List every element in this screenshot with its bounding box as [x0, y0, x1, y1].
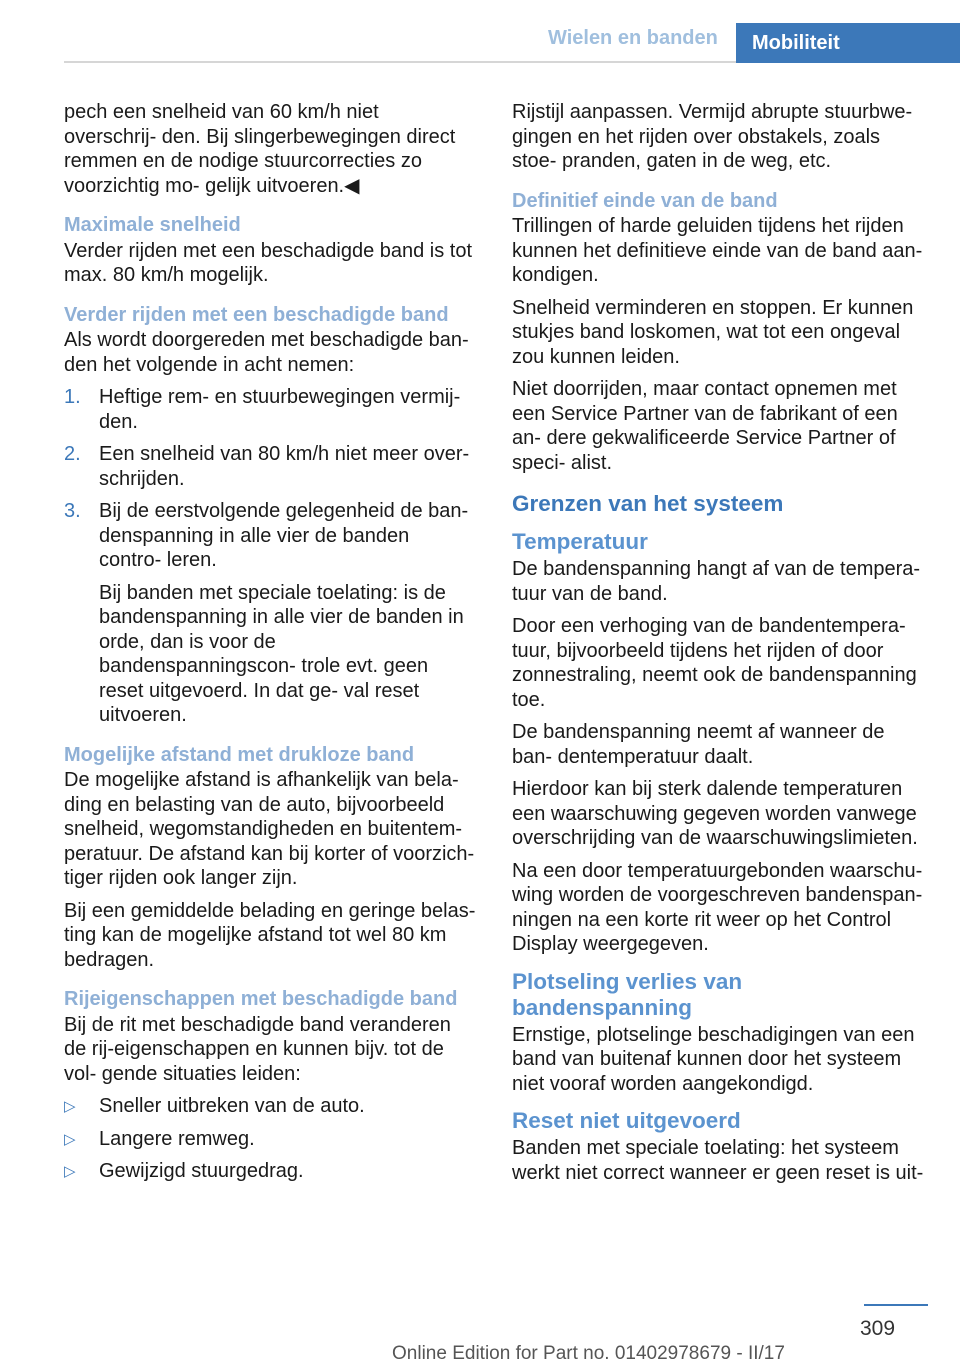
list-item — [64, 1094, 476, 1119]
step-number: 1. — [64, 386, 81, 408]
paragraph: Snelheid verminderen en stoppen. Er kunnen stukjes band loskomen, wat tot een ongeval zou kunnen leiden. — [512, 296, 914, 368]
bullet-text: Gewijzigd stuurgedrag. — [99, 1160, 304, 1182]
list-item — [64, 1127, 476, 1152]
step-text: Bij de eerstvolgende gelegenheid de ban‐ denspanning in alle vier de banden contro‐ leren. — [99, 500, 469, 571]
heading-sudden-pressure-loss: Plotseling verlies van bandenspanning — [512, 968, 743, 1020]
paragraph: Bij een gemiddelde belading en geringe belas‐ ting kan de mogelijke afstand tot wel 80 km bedragen. — [64, 899, 476, 971]
page-header — [0, 0, 960, 62]
paragraph: Rijstijl aanpassen. Vermijd abrupte stuurbwe‐ gingen en het rijden over obstakels, zoals stoe‐ pranden, gaten in de weg, etc. — [512, 101, 913, 172]
bullet-list — [64, 1094, 476, 1184]
paragraph: Door een verhoging van de bandentempera‐ tuur, bijvoorbeeld tijdens het rijden of door zonnestraling, neemt ook de bandenspanning toe. — [512, 615, 917, 711]
step-extra-text: Bij banden met speciale toelating: is de bandenspanning in alle vier de banden in orde, dan is voor de bandenspanningscon‐ trole evt. geen reset uitgevoerd. In dat ge‐ val reset uitvoeren. — [99, 581, 464, 726]
paragraph: Trillingen of harde geluiden tijdens het rijden kunnen het definitieve einde van de band aan‐ kondigen. — [512, 215, 923, 286]
step-text: Een snelheid van 80 km/h niet meer over‐ schrijden. — [99, 443, 470, 490]
triangle-bullet-icon: ▷ — [64, 1163, 76, 1180]
paragraph: Als wordt doorgereden met beschadigde ban‐ den het volgende in acht nemen: — [64, 329, 469, 376]
numbered-steps — [64, 385, 476, 728]
step-text: Heftige rem- en stuurbewegingen vermij‐ den. — [99, 386, 461, 433]
list-item — [64, 499, 476, 728]
subheading-driving-properties: Rijeigenschappen met beschadigde band — [64, 988, 458, 1010]
list-item — [64, 1159, 476, 1184]
heading-temperature: Temperatuur — [512, 529, 648, 554]
triangle-bullet-icon: ▷ — [64, 1098, 76, 1115]
bullet-text: Langere remweg. — [99, 1127, 255, 1150]
step-number: 3. — [64, 500, 81, 522]
bullet-text: Sneller uitbreken van de auto. — [99, 1095, 365, 1117]
subheading-tire-end: Definitief einde van de band — [512, 189, 778, 212]
header-chapter-tab: Mobiliteit — [736, 23, 960, 63]
edition-footer: Online Edition for Part no. 01402978679 - II/17 — [392, 1343, 785, 1364]
list-item — [64, 385, 476, 434]
paragraph: Verder rijden met een beschadigde band is tot max. 80 km/h mogelijk. — [64, 239, 473, 286]
paragraph: De bandenspanning hangt af van de tempera‐ tuur van de band. — [512, 558, 921, 605]
page-number: 309 — [860, 1317, 896, 1340]
subheading-max-speed: Maximale snelheid — [64, 214, 241, 236]
paragraph: De bandenspanning neemt af wanneer de ban‐ dentemperatuur daalt. — [512, 721, 885, 768]
paragraph: Banden met speciale toelating: het systeem werkt niet correct wanneer er geen reset is uit‐ — [512, 1137, 924, 1184]
step-number: 2. — [64, 443, 81, 465]
paragraph: pech een snelheid van 60 km/h niet overschrij‐ den. Bij slingerbewegingen direct remmen en de nodige stuurcorrecties zo voorzichtig mo‐ gelijk uitvoeren.◀ — [64, 101, 456, 197]
paragraph: Na een door temperatuurgebonden waarschu‐ wing worden de voorgeschreven bandenspan‐ ningen na een korte rit weer op het Control Display weergegeven. — [512, 859, 923, 955]
list-item — [64, 442, 476, 491]
header-rule — [64, 61, 736, 63]
heading-reset-not-performed: Reset niet uitgevoerd — [512, 1108, 741, 1133]
subheading-continue-driving: Verder rijden met een beschadigde band — [64, 303, 449, 326]
paragraph: Niet doorrijden, maar contact opnemen met een Service Partner van de fabrikant of een an‐ dere gekwalificeerde Service Partner of speci‐ alist. — [512, 378, 898, 474]
paragraph: Bij de rit met beschadigde band veranderen de rij-eigenschappen en kunnen bijv. tot de vol‐ gende situaties leiden: — [64, 1013, 451, 1085]
triangle-bullet-icon: ▷ — [64, 1130, 76, 1148]
left-column — [64, 100, 476, 1192]
subheading-range-flat-tire: Mogelijke afstand met drukloze band — [64, 743, 415, 766]
paragraph: Ernstige, plotselinge beschadigingen van een band van buitenaf kunnen door het systeem niet vooraf worden aangekondigd. — [512, 1023, 915, 1095]
footer-rule — [864, 1304, 928, 1306]
paragraph: De mogelijke afstand is afhankelijk van bela‐ ding en belasting van de auto, bijvoorbeeld snelheid, wegomstandigheden en buitentem‐ peratuur. De afstand kan bij korter of voorzich‐ tiger rijden ook langer zijn. — [64, 769, 475, 889]
heading-system-limits: Grenzen van het systeem — [512, 491, 784, 516]
right-column — [512, 100, 928, 1193]
header-section-title: Wielen en banden — [548, 27, 718, 49]
paragraph: Hierdoor kan bij sterk dalende temperaturen een waarschuwing gegeven worden vanwege overschrijding van de waarschuwingslimieten. — [512, 778, 918, 849]
